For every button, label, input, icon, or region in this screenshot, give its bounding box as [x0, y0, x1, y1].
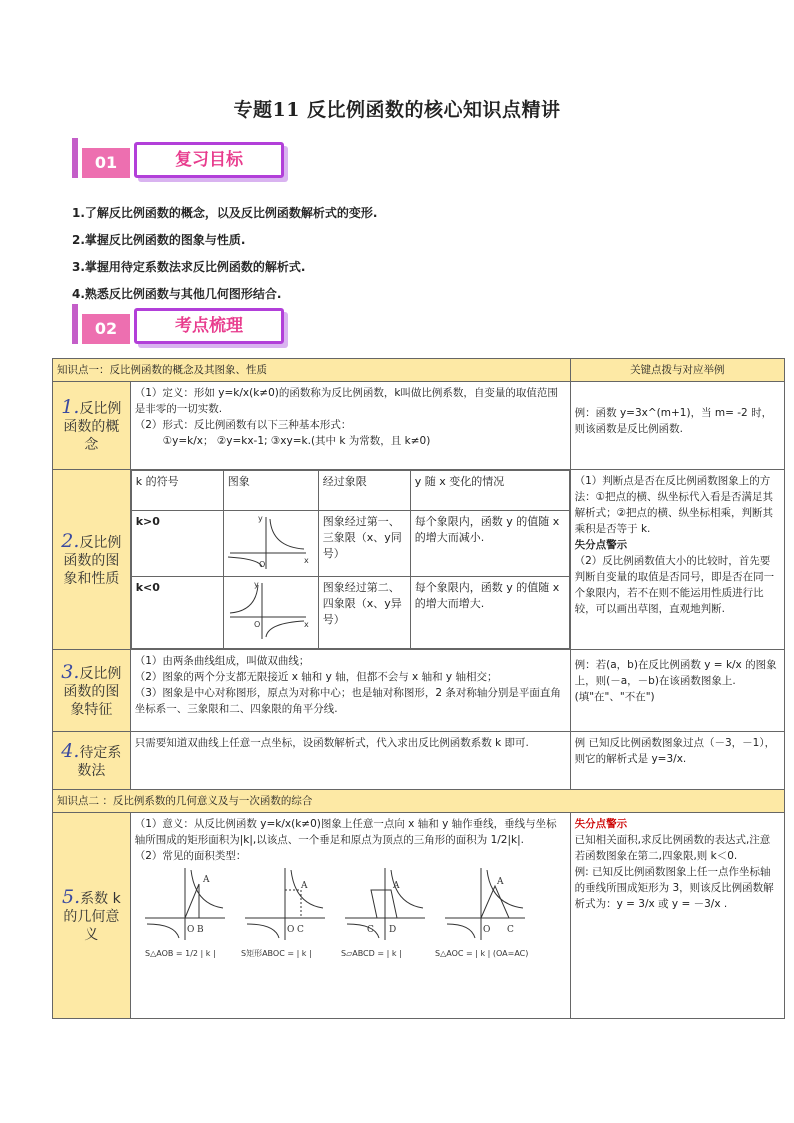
method-tip: 例 已知反比例函数图象过点（－3，－1），则它的解析式是 y=3/x.	[570, 732, 784, 790]
graph-k-negative	[223, 577, 318, 649]
goal-item: 3.掌握用待定系数法求反比例函数的解析式.	[72, 260, 306, 274]
section-header-k1: 知识点一：反比例函数的概念及其图象、性质	[53, 359, 571, 382]
area-figure-4	[445, 868, 525, 940]
svg-text:O: O	[258, 560, 266, 569]
svg-text:O: O	[482, 925, 491, 935]
svg-text:A: A	[202, 875, 210, 885]
row-label-concept: 1.反比例函数的概念	[53, 382, 131, 470]
svg-text:O: O	[186, 925, 195, 935]
tips-header: 关键点拨与对应举例	[570, 359, 784, 382]
graph-k-positive	[223, 511, 318, 577]
knowledge-table	[52, 358, 785, 1019]
trend-k-negative: 每个象限内，函数 y 的值随 x 的增大而增大.	[410, 577, 569, 649]
property-table	[131, 470, 570, 649]
svg-text:B: B	[196, 925, 204, 935]
svg-text:y: y	[253, 580, 259, 589]
area-types-diagram	[135, 864, 545, 960]
area-figure-2	[245, 868, 325, 940]
definition-text: （1）定义：形如 y=k/x(k≠0)的函数称为反比例函数，k叫做比例系数，自变量的取值范围是非零的一切实数.	[134, 387, 558, 415]
page-title: 专题11 反比例函数的核心知识点精讲	[233, 99, 561, 121]
svg-text:A: A	[300, 881, 308, 891]
row-label-method: 4.待定系数法	[53, 732, 131, 790]
trend-k-positive: 每个象限内，函数 y 的值随 x 的增大而减小.	[410, 511, 569, 577]
header-bar	[72, 138, 78, 178]
feature-content: （1）由两条曲线组成，叫做双曲线； （2）图象的两个分支都无限接近 x 轴和 y 轴，但都不会与 x 轴和 y 轴相交； （3）图象是中心对称图形，原点为对称中心；也是轴对称图形，2 条对称轴分别是平面直角坐标系一、三象限和二、四象限的角平分线.	[130, 650, 570, 732]
header-bar	[72, 304, 78, 344]
concept-tip: 例：函数 y=3x^(m+1)，当 m= -2 时，则该函数是反比例函数.	[570, 382, 784, 470]
graph-property-cell	[130, 470, 570, 650]
goal-item: 1.了解反比例函数的概念，以及反比例函数解析式的变形.	[72, 206, 378, 220]
svg-text:x: x	[303, 620, 309, 629]
forms-text: （2）形式：反比例函数有以下三种基本形式：	[134, 419, 352, 431]
section-header-1	[72, 138, 252, 186]
row-label-feature: 3.反比例函数的图象特征	[53, 650, 131, 732]
svg-text:O: O	[286, 925, 295, 935]
warning-label: 失分点警示	[574, 818, 628, 830]
svg-text:A: A	[496, 877, 504, 887]
caption-4: S△AOC = | k | (OA=AC)	[434, 949, 529, 958]
area-figure-1	[145, 868, 225, 940]
caption-1: S△AOB = 1/2 | k |	[144, 949, 216, 958]
feature-tip: 例：若(a，b)在反比例函数 y = k/x 的图象上，则(－a，－b)在该函数图象上.(填"在"、"不在")	[570, 650, 784, 732]
col-quadrant: 经过象限	[318, 471, 410, 511]
svg-text:O: O	[253, 620, 261, 629]
warning-label: 失分点警示	[574, 539, 628, 551]
concept-content	[130, 382, 570, 470]
section-label: 复习目标	[134, 142, 284, 178]
k-meaning-content: （1）意义：从反比例函数 y=k/x(k≠0)图象上任意一点向 x 轴和 y 轴作垂线，垂线与坐标轴所围成的矩形面积为|k|,以该点、一个垂足和原点为顶点的三角形的面积为 1/2|k|. （2）常见的面积类型： O B A O C A C D A O C A S△AOB = 1/2 | k | S矩形ABOC = | k | S▱ABCD = | k | S△AOC = | k | (OA=AC)	[130, 813, 570, 1019]
goals-list	[72, 200, 377, 308]
hyperbola-q13-graph	[226, 513, 312, 573]
section-label: 考点梳理	[134, 308, 284, 344]
k-positive: k>0	[131, 511, 223, 577]
svg-text:C: C	[366, 925, 374, 935]
k-meaning-tip: 失分点警示 已知相关面积,求反比例函数的表达式,注意若函数图象在第二,四象限,则 k＜0. 例: 已知反比例函数图象上任一点作坐标轴的垂线所围成矩形为 3，则该反比例函数解析式为：y = 3/x 或 y = －3/x .	[570, 813, 784, 1019]
quadrant-k-positive: 图象经过第一、三象限（x、y同号）	[318, 511, 410, 577]
forms-list: ①y=k/x； ②y=kx-1; ③xy=k.(其中 k 为常数，且 k≠0)	[162, 435, 431, 447]
col-k-sign: k 的符号	[131, 471, 223, 511]
svg-text:y: y	[257, 514, 263, 523]
method-content: 只需要知道双曲线上任意一点坐标，设函数解析式，代入求出反比例函数系数 k 即可.	[130, 732, 570, 790]
col-graph: 图象	[223, 471, 318, 511]
hyperbola-q24-graph	[226, 579, 312, 643]
graph-tip: （1）判断点是否在反比例函数图象上的方法：①把点的横、纵坐标代入看是否满足其解析式；②把点的横、纵坐标相乘，判断其乘积是否等于 k. 失分点警示 （2）反比例函数值大小的比较时，首先要判断自变量的取值是否同号，即是否在同一个象限内，若不在则不能运用性质进行比较，可以画出草图，直观地判断.	[570, 470, 784, 650]
section-header-k2: 知识点二 ：反比例系数的几何意义及与一次函数的综合	[53, 790, 785, 813]
svg-text:C: C	[296, 925, 304, 935]
row-label-k-meaning: 5.系数 k 的几何意义	[53, 813, 131, 1019]
svg-text:x: x	[303, 556, 309, 565]
goal-item: 2.掌握反比例函数的图象与性质.	[72, 233, 246, 247]
row-label-graph: 2.反比例函数的图象和性质	[53, 470, 131, 650]
col-trend: y 随 x 变化的情况	[410, 471, 569, 511]
section-header-2	[72, 304, 252, 352]
quadrant-k-negative: 图象经过第二、四象限（x、y异号）	[318, 577, 410, 649]
svg-text:C: C	[506, 925, 514, 935]
caption-2: S矩形ABOC = | k |	[240, 949, 312, 958]
area-figure-3	[345, 868, 425, 940]
section-number: 02	[82, 314, 130, 344]
k-negative: k<0	[131, 577, 223, 649]
caption-3: S▱ABCD = | k |	[340, 949, 402, 958]
goal-item: 4.熟悉反比例函数与其他几何图形结合.	[72, 287, 282, 301]
svg-text:D: D	[388, 925, 396, 935]
svg-text:A: A	[392, 881, 400, 891]
section-number: 01	[82, 148, 130, 178]
